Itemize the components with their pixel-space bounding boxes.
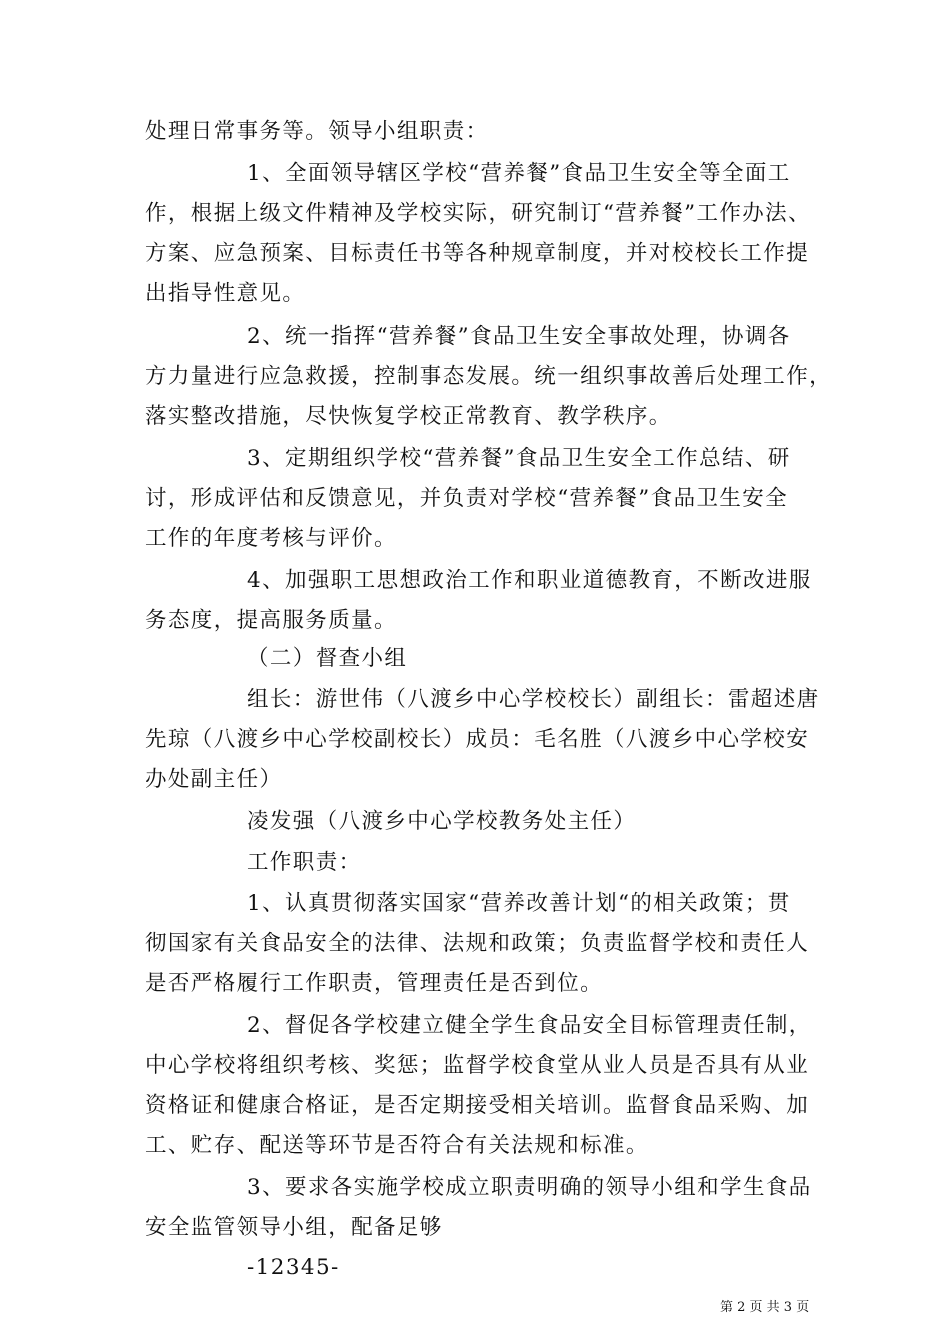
text-line: 务态度，提高服务质量。: [145, 608, 397, 633]
text-line: 是否严格履行工作职责，管理责任是否到位。: [145, 971, 604, 996]
text-line: 先琼（八渡乡中心学校副校长）成员：毛名胜（八渡乡中心学校安: [145, 727, 810, 752]
text-line: 2、统一指挥“营养餐”食品卫生安全事故处理，协调各: [247, 324, 791, 349]
text-line: 3、要求各实施学校成立职责明确的领导小组和学生食品: [247, 1175, 812, 1200]
text-line: 中心学校将组织考核、奖惩；监督学校食堂从业人员是否具有从业: [145, 1053, 810, 1078]
text-line: 办处副主任）: [145, 767, 283, 792]
text-line: 方案、应急预案、目标责任书等各种规章制度，并对校校长工作提: [145, 241, 810, 266]
page-footer: 第 2 页 共 3 页: [720, 1300, 810, 1315]
text-line: 工、贮存、配送等环节是否符合有关法规和标准。: [145, 1133, 649, 1158]
text-line: 出指导性意见。: [145, 281, 306, 306]
text-line: 1、认真贯彻落实国家“营养改善计划“的相关政策；贯: [247, 891, 791, 916]
text-line: 2、督促各学校建立健全学生食品安全目标管理责任制，: [247, 1013, 812, 1038]
text-line: 1、全面领导辖区学校“营养餐”食品卫生安全等全面工: [247, 161, 791, 186]
text-line: 落实整改措施，尽快恢复学校正常教育、教学秩序。: [145, 404, 672, 429]
text-line: 安全监管领导小组，配备足够: [145, 1215, 443, 1240]
text-line: 4、加强职工思想政治工作和职业道德教育，不断改进服: [247, 568, 812, 593]
page-code: -12345-: [247, 1255, 340, 1280]
text-line: 资格证和健康合格证，是否定期接受相关培训。监督食品采购、加: [145, 1093, 810, 1118]
text-line: 工作的年度考核与评价。: [145, 526, 397, 551]
text-line: 讨，形成评估和反馈意见，并负责对学校“营养餐”食品卫生安全: [145, 486, 789, 511]
text-line: 工作职责：: [247, 850, 362, 875]
section-heading: （二）督查小组: [247, 646, 408, 671]
text-line: 作，根据上级文件精神及学校实际，研究制订“营养餐”工作办法、: [145, 201, 811, 226]
text-line: 组长：游世伟（八渡乡中心学校校长）副组长：雷超述唐: [247, 687, 820, 712]
text-line: 处理日常事务等。领导小组职责：: [145, 119, 489, 144]
text-line: 3、定期组织学校“营养餐”食品卫生安全工作总结、研: [247, 446, 791, 471]
text-line: 彻国家有关食品安全的法律、法规和政策；负责监督学校和责任人: [145, 931, 810, 956]
text-line: 方力量进行应急救援，控制事态发展。统一组织事故善后处理工作，: [145, 364, 833, 389]
text-line: 凌发强（八渡乡中心学校教务处主任）: [247, 809, 637, 834]
